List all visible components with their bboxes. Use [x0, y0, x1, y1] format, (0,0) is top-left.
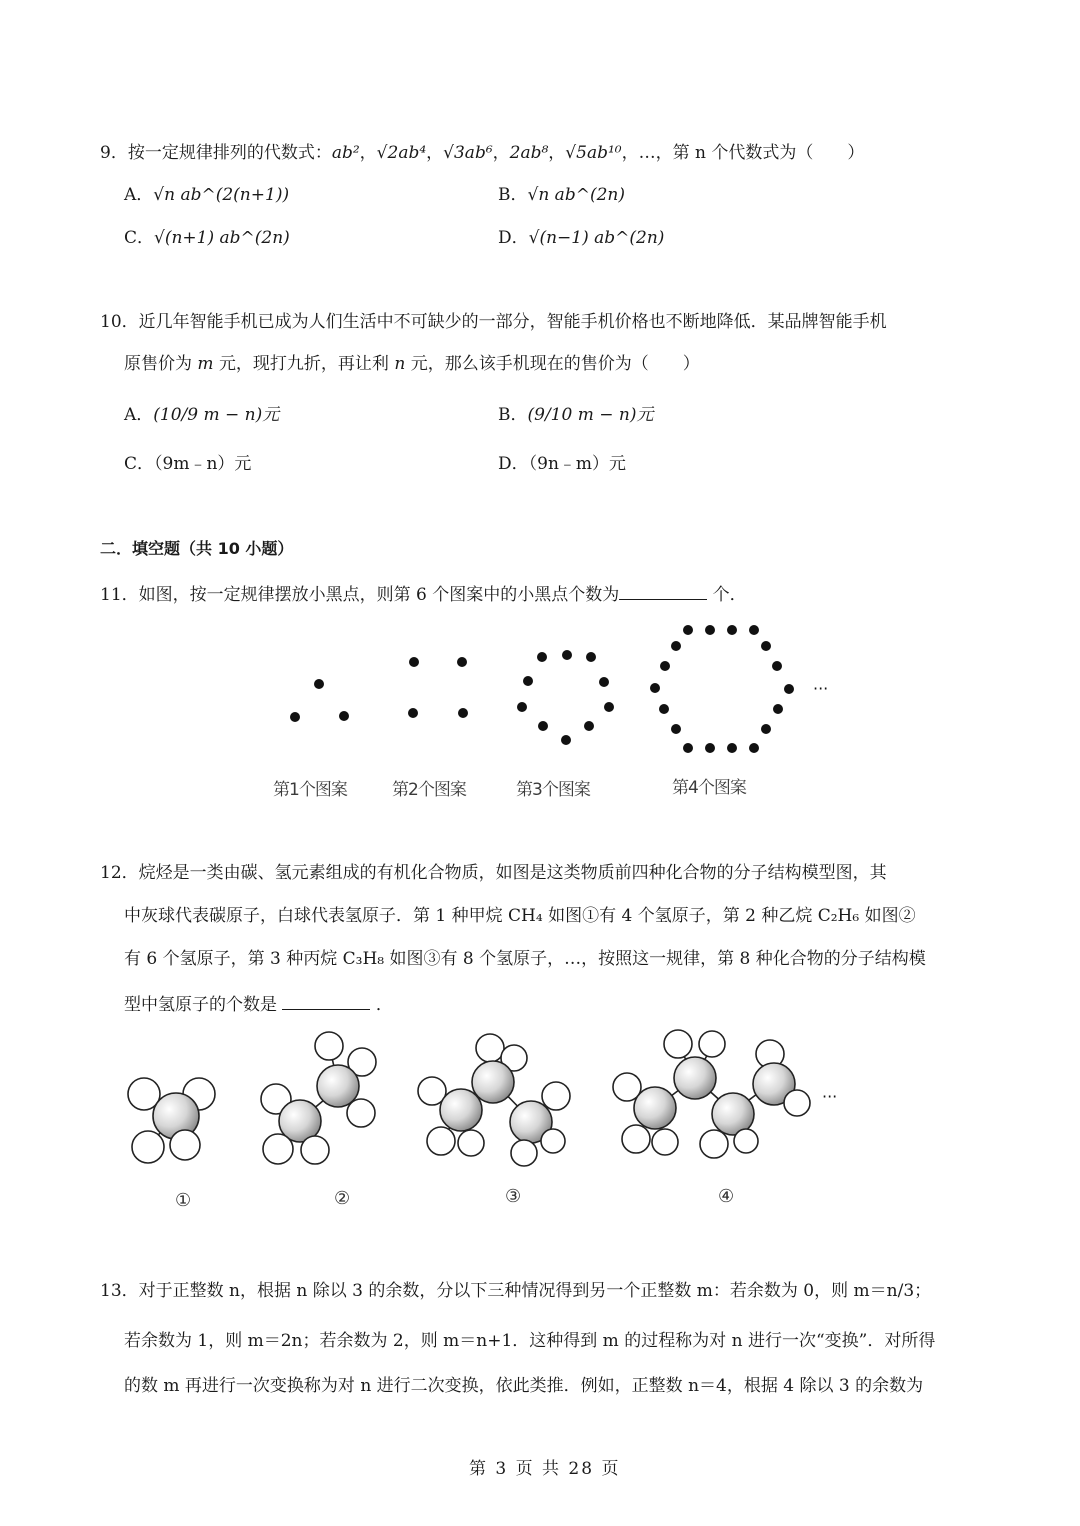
q10-option-b-label: B． [498, 405, 528, 425]
q12-line-3: 有 6 个氢原子，第 3 种丙烷 C₃H₈ 如图③有 8 个氢原子，…，按照这一规律，第 8 种化合物的分子结构模 [124, 949, 926, 969]
q10-option-a-text: (10/9 m − n)元 [153, 405, 280, 425]
section-heading: 二．填空题（共 10 小题） [100, 539, 294, 558]
q9-stem-tail: ，…，第 n 个代数式为（ ） [621, 143, 865, 163]
q10-option-d-label: D． [498, 454, 529, 474]
q9-term-2: √2ab⁴ [376, 143, 427, 163]
q12-number: 12． [100, 863, 139, 883]
q13-line-3: 的数 m 再进行一次变换称为对 n 进行二次变换，依此类推．例如，正整数 n＝4，根据 4 除以 3 的余数为 [124, 1376, 924, 1396]
pattern-caption-2: 第2个图案 [392, 780, 466, 800]
molecule-label-1: ① [175, 1190, 192, 1211]
q10-option-c-label: C． [124, 454, 155, 474]
q10-var-m: m [197, 354, 214, 374]
q10-line2-a: 原售价为 [124, 354, 192, 374]
molecule-2-ethane [261, 1032, 376, 1164]
molecule-4-butane [613, 1030, 810, 1158]
q13-line-2: 若余数为 1，则 m＝2n；若余数为 2，则 m＝n+1．这种得到 m 的过程称为对 n 进行一次“变换”．对所得 [124, 1331, 936, 1351]
q12-line4-text: 型中氢原子的个数是 [124, 995, 277, 1015]
q10-line1-text: 近几年智能手机已成为人们生活中不可缺少的一部分，智能手机价格也不断地降低．某品牌智能手机 [138, 312, 887, 332]
q9-option-c-label: C． [124, 228, 155, 248]
pattern-caption-1: 第1个图案 [273, 780, 347, 800]
q10-option-d-text: （9n﹣m）元 [528, 454, 627, 474]
pattern-caption-3: 第3个图案 [516, 780, 590, 800]
q9-number: 9． [100, 143, 128, 163]
q11-text-b: 个． [707, 585, 747, 605]
q9-stem-lead: 按一定规律排列的代数式： [127, 143, 332, 163]
q10-line2-c: 元，那么该手机现在的售价为（ ） [410, 354, 700, 374]
q10-option-b-text: (9/10 m − n)元 [527, 405, 654, 425]
q12-line-2: 中灰球代表碳原子，白球代表氢原子．第 1 种甲烷 CH₄ 如图①有 4 个氢原子，第 2 种乙烷 C₂H₆ 如图② [124, 906, 916, 926]
q10-var-n: n [394, 354, 406, 374]
q10-line2-b: 元，现打九折，再让利 [218, 354, 389, 374]
molecule-label-4: ④ [718, 1186, 735, 1207]
q10-option-c-text: （9m﹣n）元 [154, 454, 252, 474]
q10-option-a-label: A． [124, 405, 154, 425]
q9-option-d-text: √(n−1) ab^(2n) [528, 228, 665, 248]
q9-term-4: 2ab⁸ [509, 143, 549, 163]
molecule-label-2: ② [334, 1188, 351, 1209]
q10-number: 10． [100, 312, 139, 332]
q9-option-d-label: D． [498, 228, 529, 248]
q13-line1-text: 对于正整数 n，根据 n 除以 3 的余数，分以下三种情况得到另一个正整数 m：若余数为 0，则 m＝n/3； [138, 1281, 932, 1301]
q9-option-a-text: √n ab^(2(n+1)) [153, 185, 290, 205]
q13-line-1 [100, 1283, 931, 1300]
q11-text-a: 如图，按一定规律摆放小黑点，则第 6 个图案中的小黑点个数为 [138, 585, 620, 605]
q9-term-5: √5ab¹⁰ [565, 143, 622, 163]
q9-option-b-label: B． [498, 185, 528, 205]
q9-term-1: ab² [331, 143, 360, 163]
q9-option-b-text: √n ab^(2n) [527, 185, 625, 205]
q9-option-a-label: A． [124, 185, 154, 205]
q9-stem: 9．按一定规律排列的代数式：ab²，√2ab⁴，√3ab⁶，2ab⁸，√5ab¹⁰，…，第 n 个代数式为（ ） [100, 143, 865, 163]
q11-number: 11． [100, 585, 139, 605]
q9-option-c-text: √(n+1) ab^(2n) [154, 228, 290, 248]
q12-line1-text: 烷烃是一类由碳、氢元素组成的有机化合物质，如图是这类物质前四种化合物的分子结构模型图，其 [138, 863, 887, 883]
q12-line4-end: ． [375, 995, 393, 1015]
q9-term-3: √3ab⁶ [443, 143, 493, 163]
q13-number: 13． [100, 1281, 139, 1301]
pattern-caption-4: 第4个图案 [672, 778, 746, 798]
molecule-3-propane [418, 1034, 570, 1166]
page-footer: 第 3 页 共 28 页 [469, 1459, 621, 1479]
molecule-1-methane [128, 1078, 215, 1163]
q12-ellipsis: ··· [822, 1087, 838, 1106]
molecule-label-3: ③ [505, 1186, 522, 1207]
q11-ellipsis: ··· [813, 679, 829, 698]
